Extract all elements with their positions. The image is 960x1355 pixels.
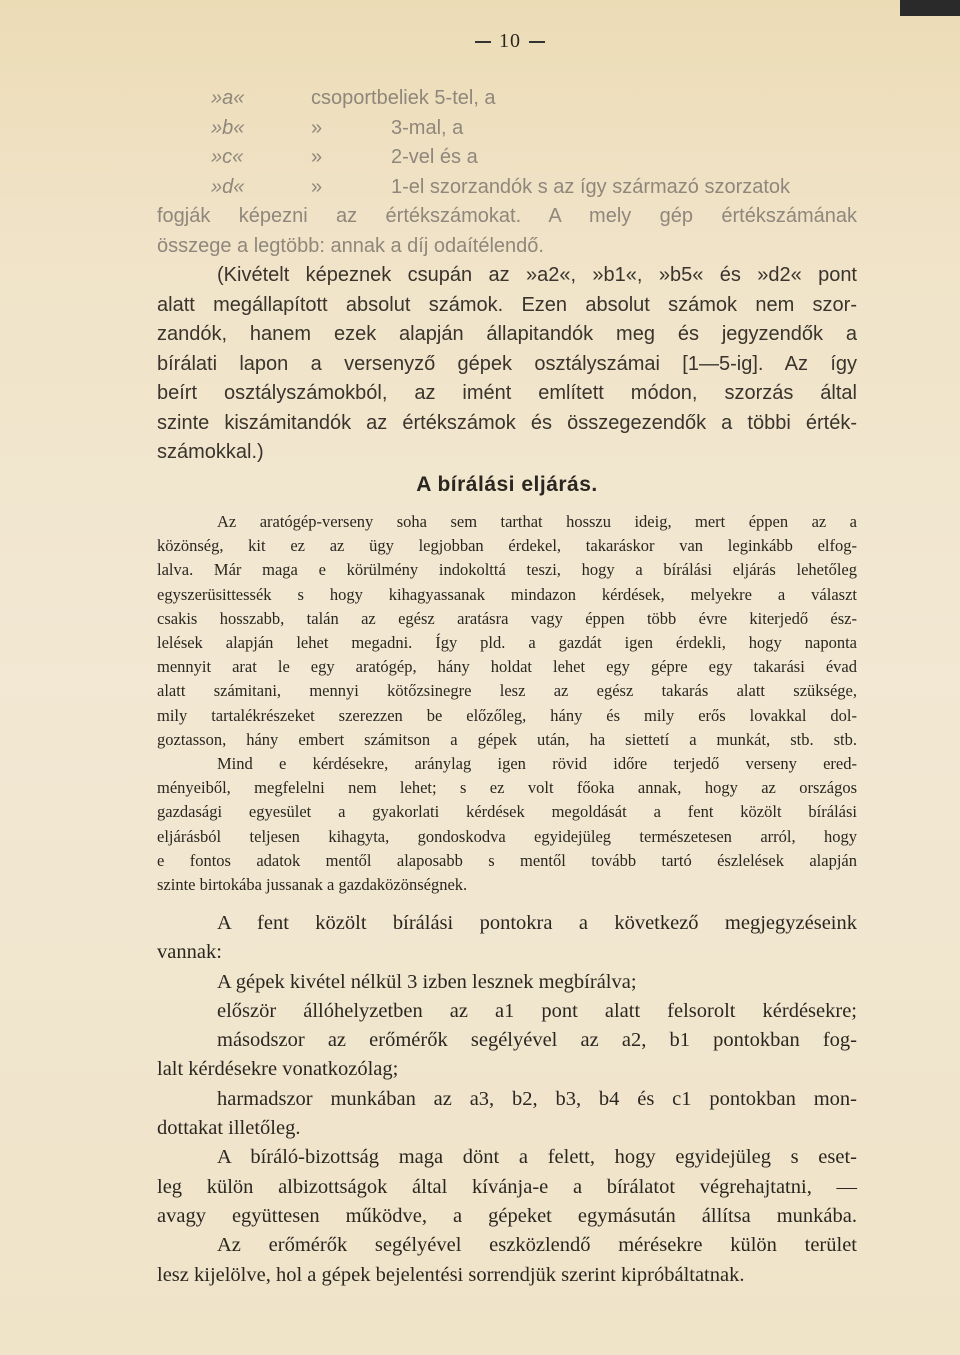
group-line: »c« » 2-vel és a — [211, 146, 478, 168]
middle-paragraph — [157, 510, 857, 897]
text-line: dottakat illetőleg. — [157, 1117, 301, 1140]
text-line: A bíráló-bizottság maga dönt a felett, hogy egyidejüleg s eset- — [217, 1146, 857, 1169]
text-line: A gépek kivétel nélkül 3 izben lesznek megbírálva; — [217, 970, 637, 993]
text-line: lalt kérdésekre vonatkozólag; — [157, 1058, 399, 1081]
dash-right — [529, 41, 545, 43]
text-line: számokkal.) — [157, 441, 264, 463]
text-line: fogják képezni az értékszámokat. A mely gép értékszámának — [157, 205, 857, 227]
group-line: »a« csoportbeliek 5-tel, a — [211, 87, 496, 109]
text-line: közönség, kit ez az ügy legjobban érdekel, takaráskor van leginkább elfog- — [157, 536, 857, 556]
text-line: A fent közölt bírálási pontokra a következő megjegyzéseink — [217, 912, 857, 934]
text-line: vannak: — [157, 941, 222, 964]
text-line: beírt osztályszámokból, az imént említett módon, szorzás által — [157, 382, 857, 404]
text-line: mennyit arat le egy aratógép, hány holdat lehet egy gépre egy takarási évad — [157, 657, 857, 677]
top-paragraph — [157, 84, 857, 468]
text-line: lalva. Már maga e körülmény indokolttá teszi, hogy a bírálási eljárás lehetőleg — [157, 560, 857, 580]
text-line: másodszor az erőmérők segélyével az a2, b1 pontokban fog- — [217, 1029, 857, 1052]
text-line: eljárásból teljesen kihagyta, gondoskodva egyidejüleg természetesen arról, hogy — [157, 826, 857, 846]
scan-edge — [900, 0, 960, 16]
text-line: csakis hosszabb, talán az egész aratásra vagy éppen több évre kiterjedő ész- — [157, 608, 857, 628]
text-line: harmadszor munkában az a3, b2, b3, b4 és c1 pontokban mon- — [217, 1087, 857, 1110]
text-line: összege a legtöbb: annak a díj odaítélendő. — [157, 234, 544, 257]
text-line: (Kivételt képeznek csupán az »a2«, »b1«, »b5« és »d2« pont — [217, 264, 857, 286]
group-line: »d« » 1-el szorzandók s az így származó szorzatok — [211, 175, 791, 198]
bottom-paragraph — [157, 909, 857, 1290]
text-line: először állóhelyzetben az a1 pont alatt felsorolt kérdésekre; — [217, 999, 857, 1022]
text-line: alatt számitani, mennyi kötőzsinegre lesz az egész takarás alatt szüksége, — [157, 681, 857, 701]
text-line: leg külön albizottságok által kívánja-e a bírálatot végrehajtatni, — — [157, 1175, 857, 1198]
text-line: bírálati lapon a versenyző gépek osztályszámai [1—5-ig]. Az így — [157, 352, 857, 375]
text-line: szinte kiszámitandók az értékszámok és összegezendők a többi érték- — [157, 411, 857, 434]
page-number: 10 — [440, 30, 580, 53]
text-line: gazdasági egyesület a gyakorlati kérdések megoldását a fent közölt bírálási — [157, 802, 857, 822]
text-line: e fontos adatok mentől alaposabb s mentől tovább tartó észlelések alapján — [157, 850, 857, 870]
group-line: »b« » 3-mal, a — [211, 116, 464, 139]
text-line: Mind e kérdésekre, aránylag igen rövid időre terjedő verseny ered- — [217, 754, 857, 774]
text-line: lesz kijelölve, hol a gépek bejelentési sorrendjük szerint kipróbáltatnak. — [157, 1263, 745, 1286]
text-line: avagy együttesen működve, a gépeket egymásután állítsa munkába. — [157, 1204, 857, 1227]
text-line: alatt megállapított absolut számok. Ezen absolut számok nem szor- — [157, 293, 857, 316]
text-line: ményeiből, megfelelni nem lehet; s ez volt főoka annak, hogy az országos — [157, 778, 857, 798]
text-line: szinte birtokába jussanak a gazdaközönségnek. — [157, 875, 468, 895]
text-line: goztasson, hány embert számitson a gépek után, ha siettetí a munkát, stb. stb. — [157, 729, 857, 749]
text-line: lelések alapján lehet megadni. Így pld. a gazdát igen érdekli, hogy naponta — [157, 633, 857, 653]
text-line: Az aratógép-verseny soha sem tarthat hosszu ideig, mert éppen az a — [217, 512, 857, 531]
text-line: Az erőmérők segélyével eszközlendő mérésekre külön terület — [217, 1234, 857, 1257]
text-line: mily tartalékrészeket szerezzen be előzőleg, hány és mily erős lovakkal dol- — [157, 705, 857, 725]
dash-left — [475, 41, 491, 43]
text-line: egyszerüsittessék s hogy kihagyassanak mindazon kérdések, melyekre a választ — [157, 584, 857, 604]
section-heading: A bírálási eljárás. — [416, 473, 598, 496]
text-line: zandók, hanem ezek alapján állapitandók meg és jegyzendők a — [157, 323, 857, 345]
